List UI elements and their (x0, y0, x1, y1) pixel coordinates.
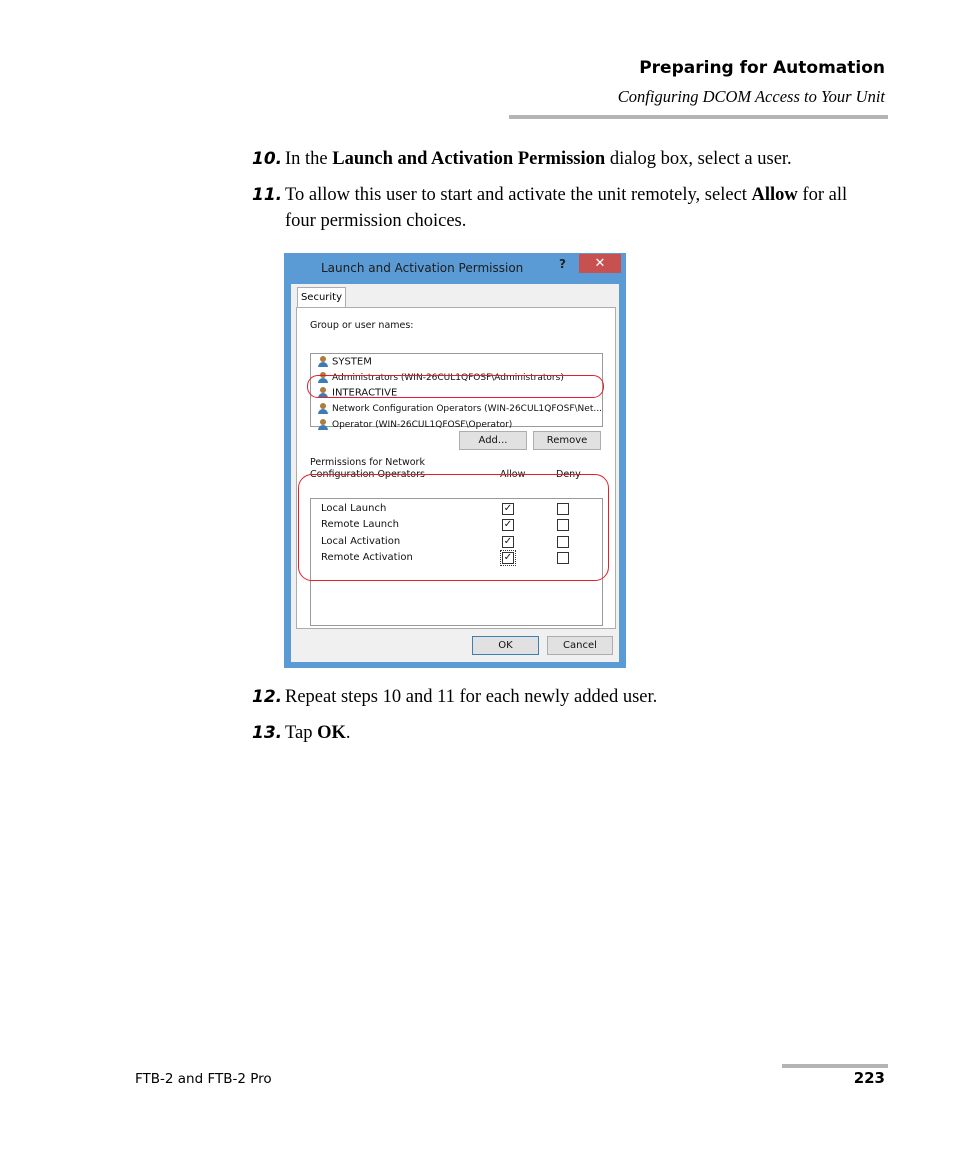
header-rule (509, 115, 888, 119)
cancel-button[interactable]: Cancel (547, 636, 613, 655)
permission-remote-launch: Remote Launch (321, 519, 399, 530)
footer-rule (782, 1064, 888, 1068)
step-number: 12. (252, 687, 283, 707)
step-text: Repeat steps 10 and 11 for each newly added user. (285, 687, 658, 707)
step-13 (252, 720, 875, 746)
step-number: 13. (252, 723, 283, 743)
user-name: Network Configuration Operators (WIN-26CUL1QFOSF\Net... (332, 404, 602, 414)
user-group-icon (317, 356, 329, 367)
chapter-title: Preparing for Automation (639, 58, 885, 78)
tab-security[interactable]: Security (297, 287, 346, 308)
step-text: dialog box, select a user. (605, 149, 792, 169)
deny-column-header: Deny (556, 469, 581, 480)
help-icon[interactable]: ? (559, 257, 566, 271)
permission-remote-activation: Remote Activation (321, 552, 413, 563)
group-label: Group or user names: (310, 320, 414, 331)
permission-local-launch: Local Launch (321, 503, 387, 514)
step-bold: Allow (751, 185, 798, 205)
list-item-selected[interactable] (317, 403, 602, 414)
step-11 (252, 182, 875, 234)
step-text: In the (285, 149, 333, 169)
page-number: 223 (853, 1069, 885, 1087)
allow-local-launch-checkbox[interactable]: ✓ (503, 503, 513, 514)
user-name: Administrators (WIN-26CUL1QFOSF\Administrators) (332, 373, 564, 383)
step-number: 11. (252, 185, 283, 205)
list-item[interactable] (317, 419, 512, 430)
user-highlight-ellipse (307, 375, 604, 398)
launch-activation-permission-dialog (284, 253, 626, 668)
user-name: INTERACTIVE (332, 387, 398, 399)
ok-button[interactable]: OK (472, 636, 539, 655)
remove-button[interactable]: Remove (533, 431, 601, 450)
allow-remote-activation-checkbox[interactable]: ✓ (503, 552, 513, 563)
step-text: . (345, 723, 351, 743)
step-text: Tap (285, 723, 318, 743)
footer-product: FTB-2 and FTB-2 Pro (135, 1071, 272, 1087)
user-name: Operator (WIN-26CUL1QFOSF\Operator) (332, 420, 513, 430)
close-icon[interactable]: ✕ (579, 254, 621, 273)
permissions-label-line2: Configuration Operators (310, 469, 425, 480)
user-name: SYSTEM (332, 356, 372, 368)
step-10 (252, 146, 875, 172)
allow-local-activation-checkbox[interactable]: ✓ (503, 536, 513, 547)
user-icon (317, 419, 329, 430)
permissions-label-line1: Permissions for Network (310, 457, 425, 468)
section-title: Configuring DCOM Access to Your Unit (617, 87, 885, 106)
step-12 (252, 684, 875, 710)
permissions-highlight-box (298, 474, 609, 581)
dialog-title: Launch and Activation Permission (321, 261, 524, 275)
step-bold: Launch and Activation Permission (332, 149, 606, 169)
step-text: To allow this user to start and activate the unit remotely, select (285, 185, 752, 205)
step-bold: OK (317, 723, 346, 743)
permission-local-activation: Local Activation (321, 536, 401, 547)
dialog-body (291, 284, 619, 662)
allow-remote-launch-checkbox[interactable]: ✓ (503, 519, 513, 530)
step-number: 10. (252, 149, 283, 169)
step-text: for all four permission choices. (285, 185, 848, 231)
allow-column-header: Allow (500, 469, 526, 480)
user-group-icon (317, 403, 329, 414)
list-item[interactable] (317, 356, 372, 368)
add-button[interactable]: Add... (459, 431, 527, 450)
